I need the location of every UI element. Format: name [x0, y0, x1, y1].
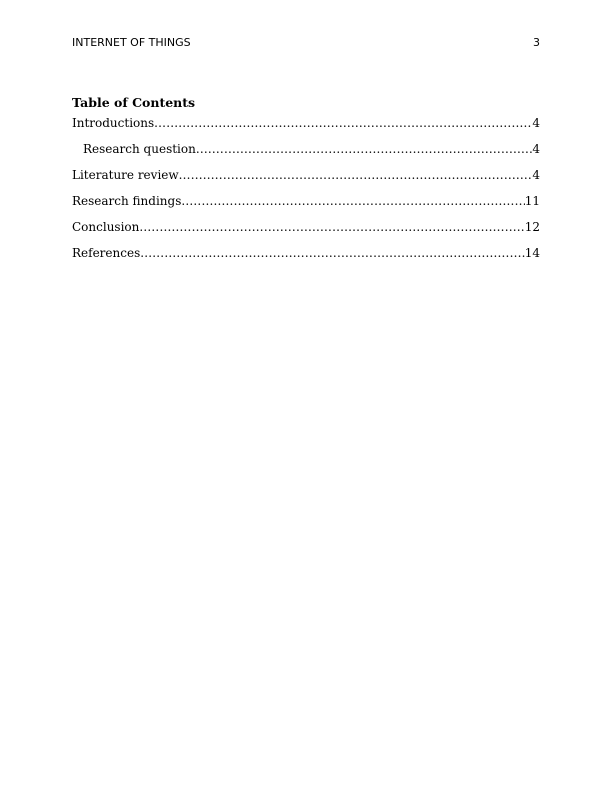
toc-entry-label: Research question [83, 142, 196, 156]
toc-entry-label: Research findings [72, 194, 182, 208]
toc-entry-page: 11 [524, 194, 540, 208]
running-header-title: INTERNET OF THINGS [72, 36, 191, 49]
toc-entry-page: 4 [532, 116, 540, 130]
toc-entry-conclusion[interactable] [72, 219, 540, 235]
toc-dot-leader [139, 219, 524, 235]
toc-entry-label: Conclusion [72, 220, 140, 234]
toc-entry-label: Introductions [72, 116, 155, 130]
toc-dot-leader [154, 115, 532, 131]
toc-dot-leader [196, 141, 533, 157]
toc-entry-label: Literature review [72, 168, 179, 182]
table-of-contents [72, 94, 540, 271]
toc-entry-page: 4 [532, 168, 540, 182]
toc-entry-research-findings[interactable] [72, 193, 540, 209]
toc-entry-label: References [72, 246, 141, 260]
toc-dot-leader [181, 193, 524, 209]
toc-entry-page: 12 [524, 220, 540, 234]
page-header [72, 35, 540, 51]
toc-entry-page: 4 [532, 142, 540, 156]
toc-dot-leader [140, 245, 524, 261]
toc-entry-references[interactable] [72, 245, 540, 261]
header-page-number: 3 [533, 36, 540, 49]
toc-entry-page: 14 [524, 246, 540, 260]
toc-entry-introductions[interactable] [72, 115, 540, 131]
toc-entry-research-question[interactable] [72, 141, 540, 157]
toc-heading: Table of Contents [72, 95, 196, 110]
toc-entry-literature-review[interactable] [72, 167, 540, 183]
toc-dot-leader [179, 167, 533, 183]
